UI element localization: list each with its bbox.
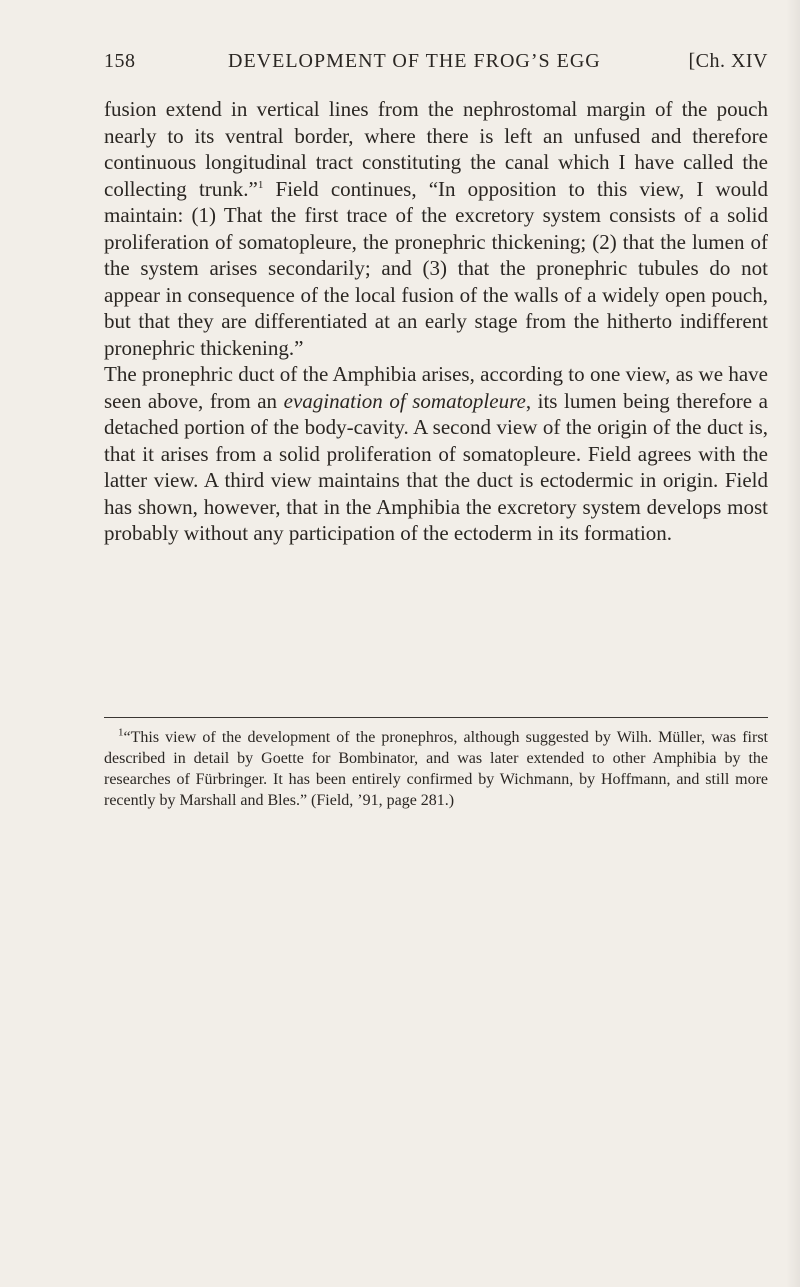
paragraph-2-italic: evagination of somatopleure (283, 388, 526, 413)
footnote-text: “This view of the development of the pronephros, although suggested by Wilh. Müller, was first described in detail by Goette for Bombinator, and was later extended to other Amphibia by the researches of Fürbringer. It has been entirely confirmed by Wichmann, by Hoffmann, and still more recently by Marshall and Bles.” (Field, ’91, page 281.) (104, 729, 768, 809)
paragraph-1-text-b: Field continues, “In opposition to this view, I would maintain: (1) That the first trace of the excretory system consists of a solid proliferation of somatopleure, the pronephric thickening; (2) that the lumen of the system arises secondarily; and (3) that the pronephric tubules do not appear in consequence of the local fusion of the walls of a widely open pouch, but that they are differentiated at an early stage from the hitherto indifferent pronephric thickening.” (104, 176, 768, 360)
paragraph-2-text-b: , its lumen being therefore a detached portion of the body-cavity. A second view of the origin of the duct is, that it arises from a solid proliferation of somatopleure. Field agrees with the latter view. A third view maintains that the duct is ectodermic in origin. Field has shown, however, that in the Amphibia the excretory system develops most probably without any participation of the ectoderm in its formation. (104, 388, 768, 545)
running-title: DEVELOPMENT OF THE FROG’S EGG (228, 50, 601, 72)
footnote-paragraph (104, 727, 768, 811)
page-edge-shadow (786, 0, 800, 1287)
paragraph-1-text-a: fusion extend in vertical lines from the nephrostomal margin of the pouch nearly to its ventral border, where there is left an unfused and therefore continuous longitudinal tract constituting the canal which I have called the collecting trunk.” (104, 97, 768, 201)
paragraph-2 (104, 361, 768, 547)
footnote (104, 727, 768, 811)
paragraph-1 (104, 96, 768, 361)
footnote-reference: 1 (257, 178, 264, 191)
footnote-divider (104, 717, 768, 718)
paragraph-2-text-a: The pronephric duct of the Amphibia arises, according to one view, as we have seen above, from an (104, 362, 768, 413)
footnote-marker: 1 (118, 726, 124, 739)
running-head (104, 50, 768, 82)
main-text (104, 96, 768, 547)
page-number: 158 (104, 50, 136, 72)
chapter-label: [Ch. XIV (688, 50, 768, 72)
